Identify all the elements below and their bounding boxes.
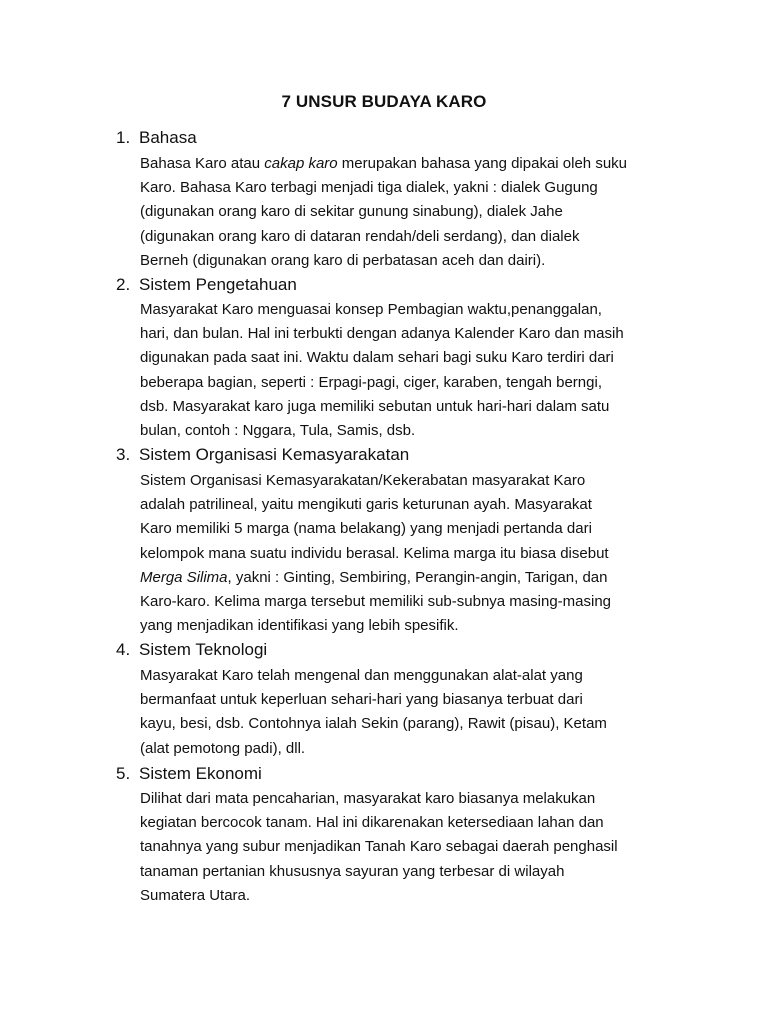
text-run: tanaman pertanian khususnya sayuran yang terbesar di wilayah xyxy=(140,862,565,880)
paragraph-line xyxy=(140,322,680,346)
text-run: adalah patrilineal, yaitu mengikuti garis keturunan ayah. Masyarakat xyxy=(140,496,592,514)
section-number: 2. xyxy=(116,275,131,294)
text-run: (alat pemotong padi), dll. xyxy=(140,739,306,757)
paragraph-line xyxy=(140,737,680,761)
text-run: digunakan pada saat ini. Waktu dalam sehari bagi suku Karo terdiri dari xyxy=(140,349,614,367)
text-run: kegiatan bercocok tanam. Hal ini dikarenakan ketersediaan lahan dan xyxy=(140,814,604,832)
text-run: Sistem Organisasi Kemasyarakatan/Kekerabatan masyarakat Karo xyxy=(140,472,586,489)
text-run: hari, dan bulan. Hal ini terbukti dengan adanya Kalender Karo dan masih xyxy=(140,325,624,343)
section-heading xyxy=(116,275,297,295)
section-title: Sistem Ekonomi xyxy=(139,764,262,783)
paragraph-line xyxy=(140,298,680,322)
section-heading xyxy=(116,640,267,660)
text-run: yang menjadikan identifikasi yang lebih spesifik. xyxy=(140,617,459,635)
paragraph-line xyxy=(140,688,680,712)
italic-term: cakap karo xyxy=(264,155,338,172)
paragraph-line xyxy=(140,517,680,541)
paragraph-line xyxy=(140,566,680,590)
paragraph-line xyxy=(140,395,680,419)
text-run: dsb. Masyarakat karo juga memiliki sebutan untuk hari-hari dalam satu xyxy=(140,397,610,415)
section-heading xyxy=(116,764,262,784)
paragraph-line xyxy=(140,493,680,517)
text-run: Bahasa Karo atau xyxy=(140,155,265,172)
section-paragraph xyxy=(140,298,680,443)
paragraph-line xyxy=(140,614,680,638)
text-run: Masyarakat Karo menguasai konsep Pembagian waktu,penanggalan, xyxy=(140,301,602,318)
section-title: Sistem Teknologi xyxy=(139,640,268,659)
text-run: Sumatera Utara. xyxy=(140,886,251,904)
text-run: Karo memiliki 5 marga (nama belakang) yang menjadi pertanda dari xyxy=(140,520,592,538)
paragraph-line xyxy=(140,884,680,908)
paragraph-line xyxy=(140,787,680,811)
section-title: Sistem Organisasi Kemasyarakatan xyxy=(139,445,410,464)
section-title: Sistem Pengetahuan xyxy=(139,275,297,294)
section-heading xyxy=(116,445,409,465)
text-run: Dilihat dari mata pencaharian, masyarakat karo biasanya melakukan xyxy=(140,790,596,807)
italic-term: Merga Silima xyxy=(140,568,228,586)
document-title: 7 UNSUR BUDAYA KARO xyxy=(281,92,487,111)
paragraph-line xyxy=(140,811,680,835)
paragraph-line xyxy=(140,346,680,370)
section-number: 3. xyxy=(116,445,131,464)
section-title: Bahasa xyxy=(139,128,197,147)
section-number: 1. xyxy=(116,128,131,147)
paragraph-line xyxy=(140,225,680,249)
paragraph-line xyxy=(140,469,680,493)
paragraph-line xyxy=(140,249,680,273)
paragraph-line xyxy=(140,835,680,859)
text-run: Karo-karo. Kelima marga tersebut memiliki sub-subnya masing-masing xyxy=(140,593,612,611)
paragraph-line xyxy=(140,712,680,736)
paragraph-line xyxy=(140,590,680,614)
paragraph-line xyxy=(140,860,680,884)
text-run: kayu, besi, dsb. Contohnya ialah Sekin (parang), Rawit (pisau), Ketam xyxy=(140,715,607,733)
section-number: 4. xyxy=(116,640,131,659)
paragraph-line xyxy=(140,176,680,200)
text-run: (digunakan orang karo di sekitar gunung sinabung), dialek Jahe xyxy=(140,203,563,221)
text-run: Berneh (digunakan orang karo di perbatasan aceh dan dairi). xyxy=(140,251,546,269)
section-number: 5. xyxy=(116,764,131,783)
text-run: kelompok mana suatu individu berasal. Kelima marga itu biasa disebut xyxy=(140,544,609,562)
text-run: tanahnya yang subur menjadikan Tanah Karo sebagai daerah penghasil xyxy=(140,838,618,856)
paragraph-line xyxy=(140,419,680,443)
text-run: Masyarakat Karo telah mengenal dan menggunakan alat-alat yang xyxy=(140,667,583,684)
paragraph-line xyxy=(140,664,680,688)
section-paragraph xyxy=(140,152,680,273)
text-run: bermanfaat untuk keperluan sehari-hari yang biasanya terbuat dari xyxy=(140,691,583,709)
paragraph-line xyxy=(140,200,680,224)
section-paragraph xyxy=(140,469,680,638)
section-heading xyxy=(116,128,197,148)
text-run: Karo. Bahasa Karo terbagi menjadi tiga dialek, yakni : dialek Gugung xyxy=(140,179,598,197)
paragraph-line xyxy=(140,371,680,395)
paragraph-line xyxy=(140,542,680,566)
section-paragraph xyxy=(140,664,680,761)
text-run: beberapa bagian, seperti : Erpagi-pagi, ciger, karaben, tengah berngi, xyxy=(140,373,602,391)
text-run: bulan, contoh : Nggara, Tula, Samis, dsb. xyxy=(140,422,416,440)
text-run: , yakni : Ginting, Sembiring, Perangin-angin, Tarigan, dan xyxy=(227,568,608,586)
section-paragraph xyxy=(140,787,680,908)
text-run: merupakan bahasa yang dipakai oleh suku xyxy=(337,155,628,172)
text-run: (digunakan orang karo di dataran rendah/deli serdang), dan dialek xyxy=(140,227,580,245)
paragraph-line xyxy=(140,152,680,176)
